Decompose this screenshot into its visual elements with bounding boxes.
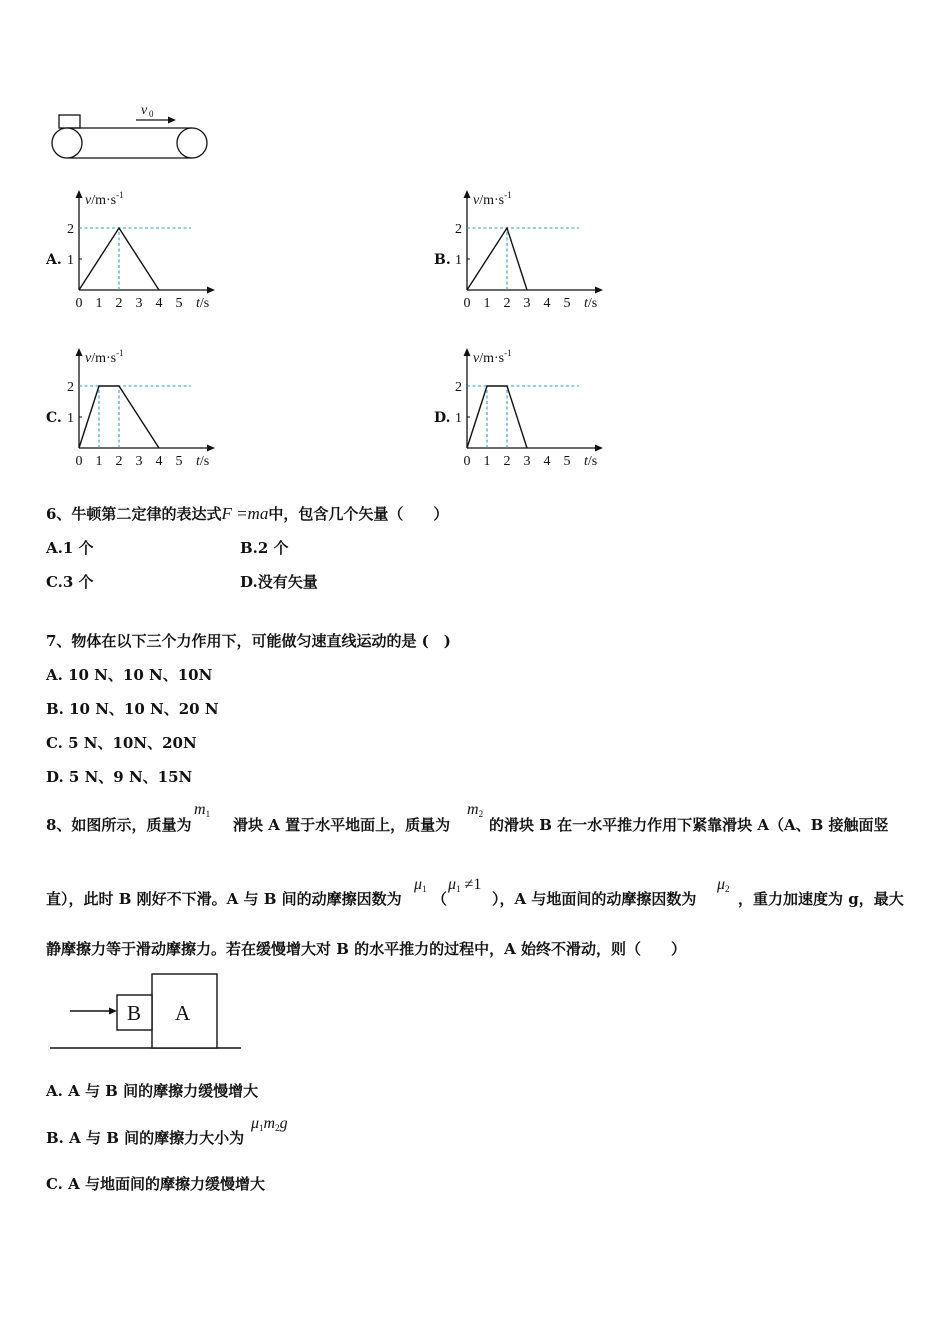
q8-m1: $m_1$	[194, 801, 211, 819]
y-axis-arrow	[76, 348, 83, 356]
q8-line1-c: 的滑块 B 在一水平推力作用下紧靠滑块 A（A、B 接触面竖	[489, 816, 889, 834]
x-axis-arrow	[207, 445, 215, 452]
x-tick-label: 5	[175, 454, 183, 469]
q8-line1-a: 8、如图所示，质量为	[46, 816, 192, 834]
q6-stem	[46, 503, 448, 524]
x-tick-label: 2	[115, 454, 123, 469]
x-tick-label: 5	[175, 296, 183, 311]
x-tick-label: 3	[523, 454, 531, 469]
y-tick-label: 2	[67, 222, 74, 237]
y-tick-label: 2	[455, 380, 462, 395]
q6-prefix: 6、牛顿第二定律的表达式	[46, 505, 222, 523]
graph-b	[428, 185, 618, 310]
graph-option-label: C.	[46, 410, 62, 426]
graph-d	[428, 343, 618, 468]
q8-mu1-condition: $\mu_1 \ne 1$	[448, 876, 482, 894]
x-tick-label: 3	[523, 296, 531, 311]
conveyor-belt-figure	[40, 95, 220, 170]
q8-line2-b: ），A 与地面间的动摩擦因数为	[492, 890, 697, 908]
q7-option-b[interactable]: B. 10 N、10 N、20 N	[46, 700, 219, 718]
q6-option-b[interactable]: B.2 个	[240, 539, 289, 557]
x-tick-label: 3	[135, 454, 143, 469]
x-axis-arrow	[595, 445, 603, 452]
q7-stem: 7、物体在以下三个力作用下，可能做匀速直线运动的是 ( )	[46, 632, 451, 650]
q8-line1-b: 滑块 A 置于水平地面上，质量为	[233, 816, 451, 834]
x-axis-arrow	[207, 287, 215, 294]
q8-mu1: $\mu_1$	[414, 876, 427, 894]
block-a-label: A	[175, 1001, 191, 1025]
y-tick-label: 1	[67, 253, 74, 268]
x-axis-unit: t/s	[196, 296, 210, 311]
q7-option-d[interactable]: D. 5 N、9 N、15N	[46, 768, 193, 786]
q7-option-c[interactable]: C. 5 N、10N、20N	[46, 734, 197, 752]
q6-formula: F =ma	[221, 504, 269, 523]
left-roller	[52, 128, 82, 158]
x-tick-label: 1	[95, 454, 103, 469]
belt-block	[59, 115, 80, 128]
x-tick-label: 1	[483, 454, 491, 469]
blocks-figure	[48, 970, 248, 1052]
x-tick-label: 4	[155, 296, 163, 311]
x-tick-label: 0	[75, 296, 83, 311]
q8-line2-c: ，重力加速度为 g，最大	[738, 890, 904, 908]
y-axis-arrow	[464, 190, 471, 198]
x-tick-label: 5	[563, 296, 571, 311]
q8-mu2: $\mu_2$	[717, 876, 730, 894]
q6-suffix: 中，包含几个矢量（ ）	[268, 505, 449, 523]
q8-option-a[interactable]: A. A 与 B 间的摩擦力缓慢增大	[46, 1082, 259, 1100]
x-tick-label: 5	[563, 454, 571, 469]
graph-a	[40, 185, 230, 310]
x-axis-unit: t/s	[584, 296, 598, 311]
velocity-line	[79, 228, 159, 290]
y-axis-unit: $v/m\cdot s^{-1}$	[85, 190, 124, 208]
x-tick-label: 0	[75, 454, 83, 469]
x-axis-unit: t/s	[196, 454, 210, 469]
x-tick-label: 2	[503, 454, 511, 469]
y-tick-label: 1	[455, 411, 462, 426]
q6-option-a[interactable]: A.1 个	[46, 539, 94, 557]
x-axis-unit: t/s	[584, 454, 598, 469]
q8-line2-paren: （	[432, 890, 448, 908]
velocity-line	[79, 386, 159, 448]
velocity-line	[467, 386, 527, 448]
q8-m2: $m_2$	[467, 801, 484, 819]
y-tick-label: 1	[67, 411, 74, 426]
y-axis-arrow	[464, 348, 471, 356]
graph-option-label: B.	[434, 252, 451, 268]
y-tick-label: 2	[455, 222, 462, 237]
graph-c	[40, 343, 230, 468]
block-b-label: B	[127, 1001, 142, 1025]
velocity-sub: 0	[149, 109, 154, 119]
y-axis-arrow	[76, 190, 83, 198]
x-tick-label: 4	[543, 296, 551, 311]
y-axis-unit: $v/m\cdot s^{-1}$	[85, 348, 124, 366]
right-roller	[177, 128, 207, 158]
graph-option-label: D.	[434, 410, 451, 426]
q7-option-a[interactable]: A. 10 N、10 N、10N	[46, 666, 213, 684]
x-tick-label: 2	[503, 296, 511, 311]
x-tick-label: 0	[463, 296, 471, 311]
q8-option-b-formula: $\mu_1m_2g$	[251, 1115, 288, 1133]
q8-line2-a: 直），此时 B 刚好不下滑。A 与 B 间的动摩擦因数为	[46, 890, 402, 908]
x-tick-label: 1	[95, 296, 103, 311]
velocity-line	[467, 228, 527, 290]
x-tick-label: 2	[115, 296, 123, 311]
y-tick-label: 2	[67, 380, 74, 395]
velocity-label: v	[141, 103, 148, 118]
y-tick-label: 1	[455, 253, 462, 268]
q8-option-b[interactable]: B. A 与 B 间的摩擦力大小为	[46, 1129, 245, 1147]
x-tick-label: 1	[483, 296, 491, 311]
q6-option-c[interactable]: C.3 个	[46, 573, 94, 591]
x-tick-label: 0	[463, 454, 471, 469]
x-tick-label: 3	[135, 296, 143, 311]
y-axis-unit: $v/m\cdot s^{-1}$	[473, 348, 512, 366]
x-tick-label: 4	[155, 454, 163, 469]
x-axis-arrow	[595, 287, 603, 294]
y-axis-unit: $v/m\cdot s^{-1}$	[473, 190, 512, 208]
q8-option-c[interactable]: C. A 与地面间的摩擦力缓慢增大	[46, 1175, 265, 1193]
x-tick-label: 4	[543, 454, 551, 469]
graph-option-label: A.	[46, 252, 62, 268]
q6-option-d[interactable]: D.没有矢量	[240, 573, 318, 591]
q8-line3: 静摩擦力等于滑动摩擦力。若在缓慢增大对 B 的水平推力的过程中，A 始终不滑动，则（ ）	[46, 940, 686, 958]
